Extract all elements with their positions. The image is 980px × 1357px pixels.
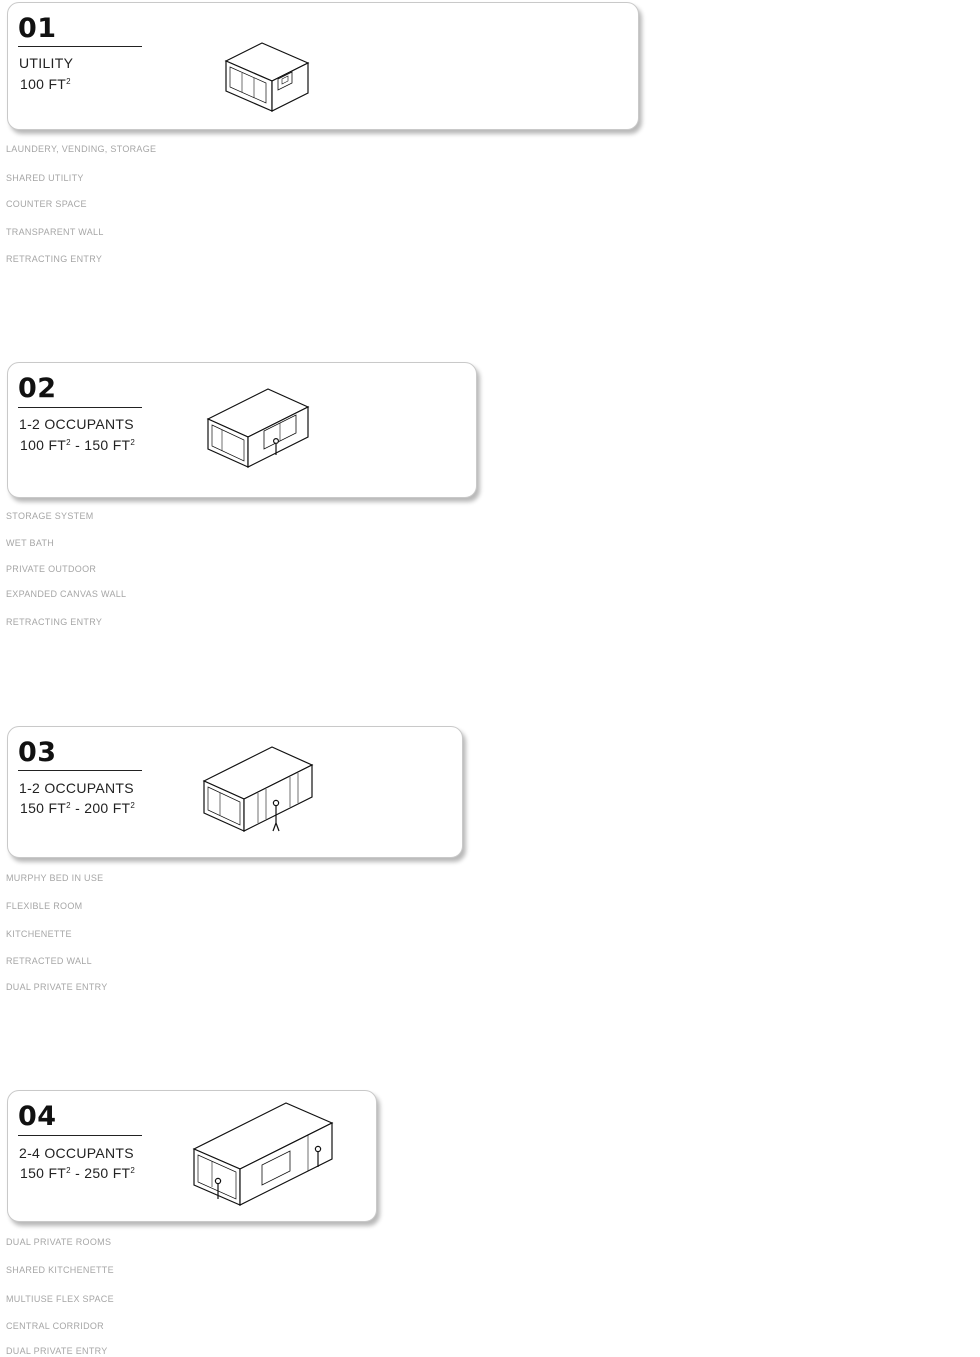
label-transparent-wall: TRANSPARENT WALL bbox=[6, 228, 110, 237]
panel-04-dual-room bbox=[0, 1088, 980, 1357]
label-counter-space: COUNTER SPACE bbox=[6, 200, 93, 209]
label-retracting-entry: RETRACTING ENTRY bbox=[6, 255, 108, 264]
module-size: 150 $FT^2 - 250$ $FT^2$ bbox=[20, 1165, 136, 1181]
isometric-module-icon bbox=[222, 41, 312, 113]
info-card-04 bbox=[7, 1090, 377, 1222]
module-title: 1-2 OCCUPANTS bbox=[19, 416, 134, 432]
module-size: 150 $FT^2 - 200$ $FT^2$ bbox=[20, 800, 136, 816]
label-laundry-vending-storage: LAUNDERY, VENDING, STORAGE bbox=[6, 145, 162, 154]
label-retracting-entry: RETRACTING ENTRY bbox=[6, 618, 108, 627]
module-title: 1-2 OCCUPANTS bbox=[19, 780, 134, 796]
label-private-outdoor: PRIVATE OUTDOOR bbox=[6, 565, 102, 574]
info-card-03 bbox=[7, 726, 463, 858]
module-number: 01 bbox=[18, 13, 57, 44]
module-size: 100 $FT^2 - 150$ $FT^2$ bbox=[20, 437, 136, 453]
title-rule bbox=[18, 407, 142, 408]
module-number: 03 bbox=[18, 737, 57, 768]
isometric-module-icon bbox=[200, 743, 318, 837]
module-title: UTILITY bbox=[19, 55, 74, 71]
label-central-corridor: CENTRAL CORRIDOR bbox=[6, 1322, 110, 1331]
info-card-01 bbox=[7, 2, 639, 130]
label-kitchenette: KITCHENETTE bbox=[6, 930, 78, 939]
label-wet-bath: WET BATH bbox=[6, 539, 60, 548]
module-number: 02 bbox=[18, 373, 57, 404]
panel-01-utility bbox=[0, 0, 980, 300]
panel-03-flexible-room bbox=[0, 724, 980, 1004]
label-murphy-bed-in-use: MURPHY BED IN USE bbox=[6, 874, 109, 883]
isometric-module-icon bbox=[190, 1097, 340, 1211]
label-multiuse-flex-space: MULTIUSE FLEX SPACE bbox=[6, 1295, 120, 1304]
info-card-02 bbox=[7, 362, 477, 498]
module-title: 2-4 OCCUPANTS bbox=[19, 1145, 134, 1161]
label-shared-kitchenette: SHARED KITCHENETTE bbox=[6, 1266, 120, 1275]
label-dual-private-entry: DUAL PRIVATE ENTRY bbox=[6, 1347, 114, 1356]
label-dual-private-rooms: DUAL PRIVATE ROOMS bbox=[6, 1238, 117, 1247]
label-expanded-canvas-wall: EXPANDED CANVAS WALL bbox=[6, 590, 132, 599]
module-number: 04 bbox=[18, 1101, 57, 1132]
label-flexible-room: FLEXIBLE ROOM bbox=[6, 902, 88, 911]
module-size: 100 $FT^2$ bbox=[20, 76, 71, 92]
title-rule bbox=[18, 46, 142, 47]
title-rule bbox=[18, 1135, 142, 1136]
label-shared-utility: SHARED UTILITY bbox=[6, 174, 90, 183]
label-dual-private-entry: DUAL PRIVATE ENTRY bbox=[6, 983, 114, 992]
label-retracted-wall: RETRACTED WALL bbox=[6, 957, 98, 966]
label-storage-system: STORAGE SYSTEM bbox=[6, 512, 100, 521]
panel-02-single-room bbox=[0, 360, 980, 640]
title-rule bbox=[18, 770, 142, 771]
isometric-module-icon bbox=[204, 383, 314, 473]
